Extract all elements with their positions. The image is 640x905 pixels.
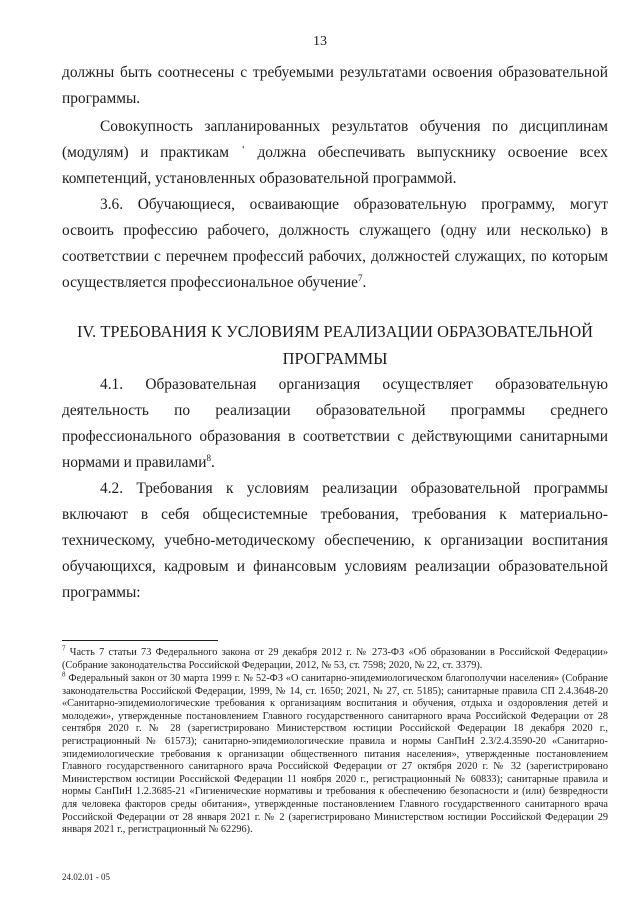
section-heading-iv: IV. ТРЕБОВАНИЯ К УСЛОВИЯМ РЕАЛИЗАЦИИ ОБРАЗОВАТЕЛЬНОЙ ПРОГРАММЫ [76,322,594,368]
page-number: 13 [313,34,327,49]
paragraph-learning-results: Совокупность запланированных результатов обучения по дисциплинам (модулям) и практикам ˈ должна обеспечивать выпускнику освоение всех компетенций, установленных образовательной программой. [62,118,608,187]
footnote-divider [62,640,218,641]
footnote-7-mark: 7 [62,644,66,653]
paragraph-3-6-text: 3.6. Обучающиеся, осваивающие образовательную программу, могут освоить профессию рабочего, должность служащего (одну или несколько) в соответствии с перечнем профессий рабочих, должностей служащих, по которым осуществляется профессиональное обучение [62,196,608,291]
footnote-ref-7[interactable]: 7 [357,272,363,283]
paragraph-4-1-end: . [211,454,215,471]
paragraph-4-2: 4.2. Требования к условиям реализации образовательной программы включают в себя общесистемные требования, требования к материально-техническому, учебно-методическому обеспечению, к организации воспитания обучающихся, кадровым и финансовым условиям реализации образовательной программы: [62,480,608,601]
footnote-7 [62,644,608,672]
document-code: 24.02.01 - 05 [62,872,110,882]
footnote-8-text: Федеральный закон от 30 марта 1999 г. № 52-ФЗ «О санитарно-эпидемиологическом благополучии населения» (Собрание законодательства Российской Федерации, 1999, № 14, ст. 1650; 2021, № 27, ст. 5185); санитарные правила СП 2.4.3648-20 «Санитарно-эпидемиологические требования к организациям воспитания и обучения, отдыха и оздоровления детей и молодежи», утвержденные постановлением Главного государственного санитарного врача Российской Федерации от 28 сентября 2020 г. № 28 (зарегистрировано Министерством юстиции Российской Федерации 18 декабря 2020 г., регистрационный № 61573); санитарно-эпидемиологические правила и нормы СанПиН 2.3/2.4.3590-20 «Санитарно-эпидемиологические требования к организации общественного питания населения», утвержденные постановлением Главного государственного санитарного врача Российской Федерации от 27 октября 2020 г. № 32 (зарегистрировано Министерством юстиции Российской Федерации 11 ноября 2020 г., регистрационный № 60833); санитарные правила и нормы СанПиН 1.2.3685-21 «Гигиенические нормативы и требования к обеспечению безопасности и (или) безвредности для человека факторов среды обитания», утвержденные постановлением Главного государственного санитарного врача Российской Федерации от 28 января 2021 г. № 2 (зарегистрировано Министерством юстиции Российской Федерации 29 января 2021 г., регистрационный № 62296). [62,673,608,836]
footnote-8-mark: 8 [62,670,66,679]
paragraph-4-1 [62,372,608,476]
footnote-8 [62,670,608,837]
paragraph-4-1-text: 4.1. Образовательная организация осуществляет образовательную деятельность по реализации образовательной программы среднего профессионального образования в соответствии с действующими санитарными нормами и правилами [62,376,608,471]
paragraph-continuation: должны быть соотнесены с требуемыми результатами освоения образовательной программы. [62,64,608,107]
footnote-7-text: Часть 7 статьи 73 Федерального закона от 29 декабря 2012 г. № 273-ФЗ «Об образовании в Российской Федерации» (Собрание законодательства Российской Федерации, 2012, № 53, ст. 7598; 2020, № 22, ст. 3379). [62,647,608,671]
footnote-ref-8[interactable]: 8 [206,452,212,463]
paragraph-3-6: 3.6. Обучающиеся, осваивающие образовательную программу, могут освоить профессию рабочего, должность служащего (одну или несколько) в соответствии с перечнем профессий рабочих, должностей служащих, по которым осуществляется профессиональное обучение$^7$. [62,196,608,291]
